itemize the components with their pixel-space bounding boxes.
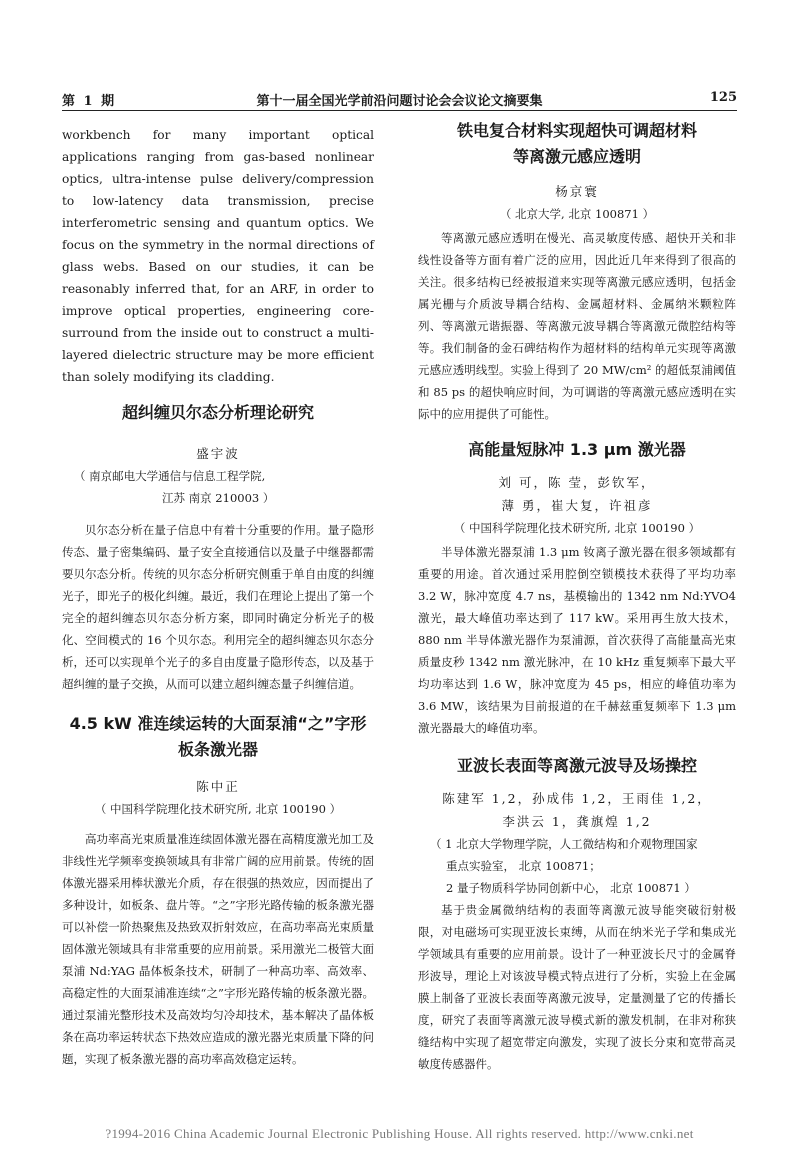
article-title: 亚波长表面等离激元波导及场操控 (456, 756, 697, 775)
article-abstract: 等离激元感应透明在慢光、高灵敏度传感、超快开关和非线性设备等方面有着广泛的应用，因此近几年来得到了很高的关注。很多结构已经被报道来实现等离激元感应透明，包括金属光栅与介质波导耦合结构、金属超材料、金属纳米颗粒阵列、等离激元谐振器、等离激元波导耦合等离激元微腔结构等等。我们制备的金石碑结构作为超材料的结构单元实现等离激元感应透明线型。实验上得到了 20 MW/cm² 的超低泵浦阈值和 85 ps 的超快响应时间，为可调谐的等离激元感应透明在实际中的应用提供了可能性。 (418, 231, 736, 421)
article-title-line2: 等离激元感应透明 (512, 147, 641, 166)
page-number: 125 (709, 90, 737, 105)
article-abstract: 贝尔态分析在量子信息中有着十分重要的作用。量子隐形传态、量子密集编码、量子安全直接通信以及量子中继器都需要贝尔态分析。传统的贝尔态分析研究侧重于单自由度的纠缠光子，即光子的极化纠缠。最近，我们在理论上提出了第一个完全的超纠缠态贝尔态分析方案，即同时确定分析光子的极化、空间模式的 16 个贝尔态。利用完全的超纠缠态贝尔态分析，还可以实现单个光子的多自由度量子隐形传态，以及基于超纠缠的量子交换，从而可以建立超纠缠态量子纠缠信道。 (62, 523, 374, 691)
issue-number: 第 1 期 (62, 94, 117, 109)
article-title: 超纠缠贝尔态分析理论研究 (121, 403, 314, 422)
journal-title: 第十一届全国光学前沿问题讨论会会议论文摘要集 (256, 94, 543, 109)
left-column (62, 118, 374, 1070)
article-abstract: 高功率高光束质量准连续固体激光器在高精度激光加工及非线性光学频率变换领域具有非常广阔的应用前景。传统的固体激光器采用棒状激光介质，存在很强的热效应，因而提出了多种设计，如板条、盘片等。“之”字形光路传输的板条激光器可以补偿一阶热聚焦及热致双折射效应，在高功率高光束质量固体激光领域具有非常重要的应用前景。采用激光二极管大面泵浦 Nd:YAG 晶体板条技术，研制了一种高功率、高效率、高稳定性的大面泵浦准连续“之”字形光路传输的板条激光器。通过泵浦光整形技术及高效均匀冷却技术，基本解决了晶体板条在高功率运转状态下热效应造成的激光器光束质量下降的问题，实现了板条激光器的高功率高效稳定运转。 (62, 832, 374, 1066)
article-affiliation: （ 1 北京大学物理学院，人工微结构和介观物理国家 (430, 837, 698, 851)
article-authors-line2: 薄 勇，崔大复，许祖彦 (501, 498, 653, 513)
article-zigzag-slab-laser (62, 711, 374, 1070)
copyright-footer: ?1994-2016 China Academic Journal Electronic Publishing House. All rights reserved. http://www.cnki.net (105, 1126, 694, 1141)
article-affiliation-line2: 江苏 南京 210003 ） (162, 491, 275, 505)
running-header (62, 86, 737, 111)
article-author: 盛宇波 (196, 446, 240, 461)
article-affiliation: （ 南京邮电大学通信与信息工程学院, (74, 469, 266, 483)
article-plasmon-waveguide (418, 753, 736, 1075)
article-title: 高能量短脉冲 1.3 μm 激光器 (468, 440, 686, 459)
article-title-line1: 铁电复合材料实现超快可调超材料 (456, 121, 697, 140)
article-affiliation: （ 中国科学院理化技术研究所, 北京 100190 ） (453, 521, 701, 535)
english-abstract-tail: workbench for many important optical applications ranging from gas-based nonlinear optics, ultra-intense pulse delivery/compression to low-latency data transmission, precise interferometric sensing and quantum optics. We focus on the symmetry in the normal directions of glass webs. Based on our studies, it can be reasonably inferred that, for an ARF, in order to improve optical properties, engineering core-surround from the inside out to construct a multi-layered dielectric structure may be more efficient than solely modifying its cladding. (62, 128, 374, 384)
article-hyperentangled-bell (62, 400, 374, 695)
article-affiliation-line3: 2 量子物质科学协同创新中心， 北京 100871 ） (446, 881, 696, 895)
article-title-line2: 板条激光器 (177, 740, 258, 759)
article-affiliation: （ 北京大学, 北京 100871 ） (499, 207, 655, 221)
article-authors-line1: 刘 可，陈 莹，彭钦军， (498, 475, 656, 490)
article-short-pulse-laser (418, 437, 736, 739)
article-abstract: 半导体激光器泵浦 1.3 μm 钕离子激光器在很多领域都有重要的用途。首次通过采用腔倒空锁模技术获得了平均功率 3.2 W，脉冲宽度 4.7 ns，基模输出的 1342 nm Nd:YVO4 激光，最大峰值功率达到了 117 kW。采用再生放大技术，880 nm 半导体激光器作为泵浦源，首次获得了高能量高光束质量皮秒 1342 nm 激光脉冲，在 10 kHz 重复频率下最大平均功率达到 1.6 W，脉冲宽度为 45 ps，相应的峰值功率为 3.6 MW，该结果为目前报道的在千赫兹重复频率下 1.3 μm 激光器最大的峰值功率。 (418, 545, 736, 735)
article-affiliation-line2: 重点实验室， 北京 100871； (446, 859, 601, 873)
article-ferroelectric-metamaterial (418, 118, 736, 425)
article-author: 陈中正 (196, 779, 240, 794)
article-affiliation: （ 中国科学院理化技术研究所, 北京 100190 ） (94, 802, 342, 816)
article-author: 杨京寰 (555, 184, 599, 199)
article-title-line1: 4.5 kW 准连续运转的大面泵浦“之”字形 (69, 714, 367, 733)
right-column (418, 118, 736, 1075)
article-authors-line2: 李洪云 1，龚旗煌 1,2 (502, 814, 652, 829)
article-abstract: 基于贵金属微纳结构的表面等离激元波导能突破衍射极限，对电磁场可实现亚波长束缚，从而在纳米光子学和集成光学领域具有重要的应用前景。设计了一种亚波长尺寸的金属脊形波导，理论上对该波导模式特点进行了分析，实验上在金属膜上制备了亚波长表面等离激元波导，定量测量了它的传播长度，研究了表面等离激元波导模式新的激发机制，在非对称狭缝结构中实现了超宽带定向激发，实现了波长分束和宽带高灵敏度传感器件。 (418, 903, 736, 1071)
article-authors-line1: 陈建军 1,2，孙成伟 1,2，王雨佳 1,2， (442, 791, 712, 806)
